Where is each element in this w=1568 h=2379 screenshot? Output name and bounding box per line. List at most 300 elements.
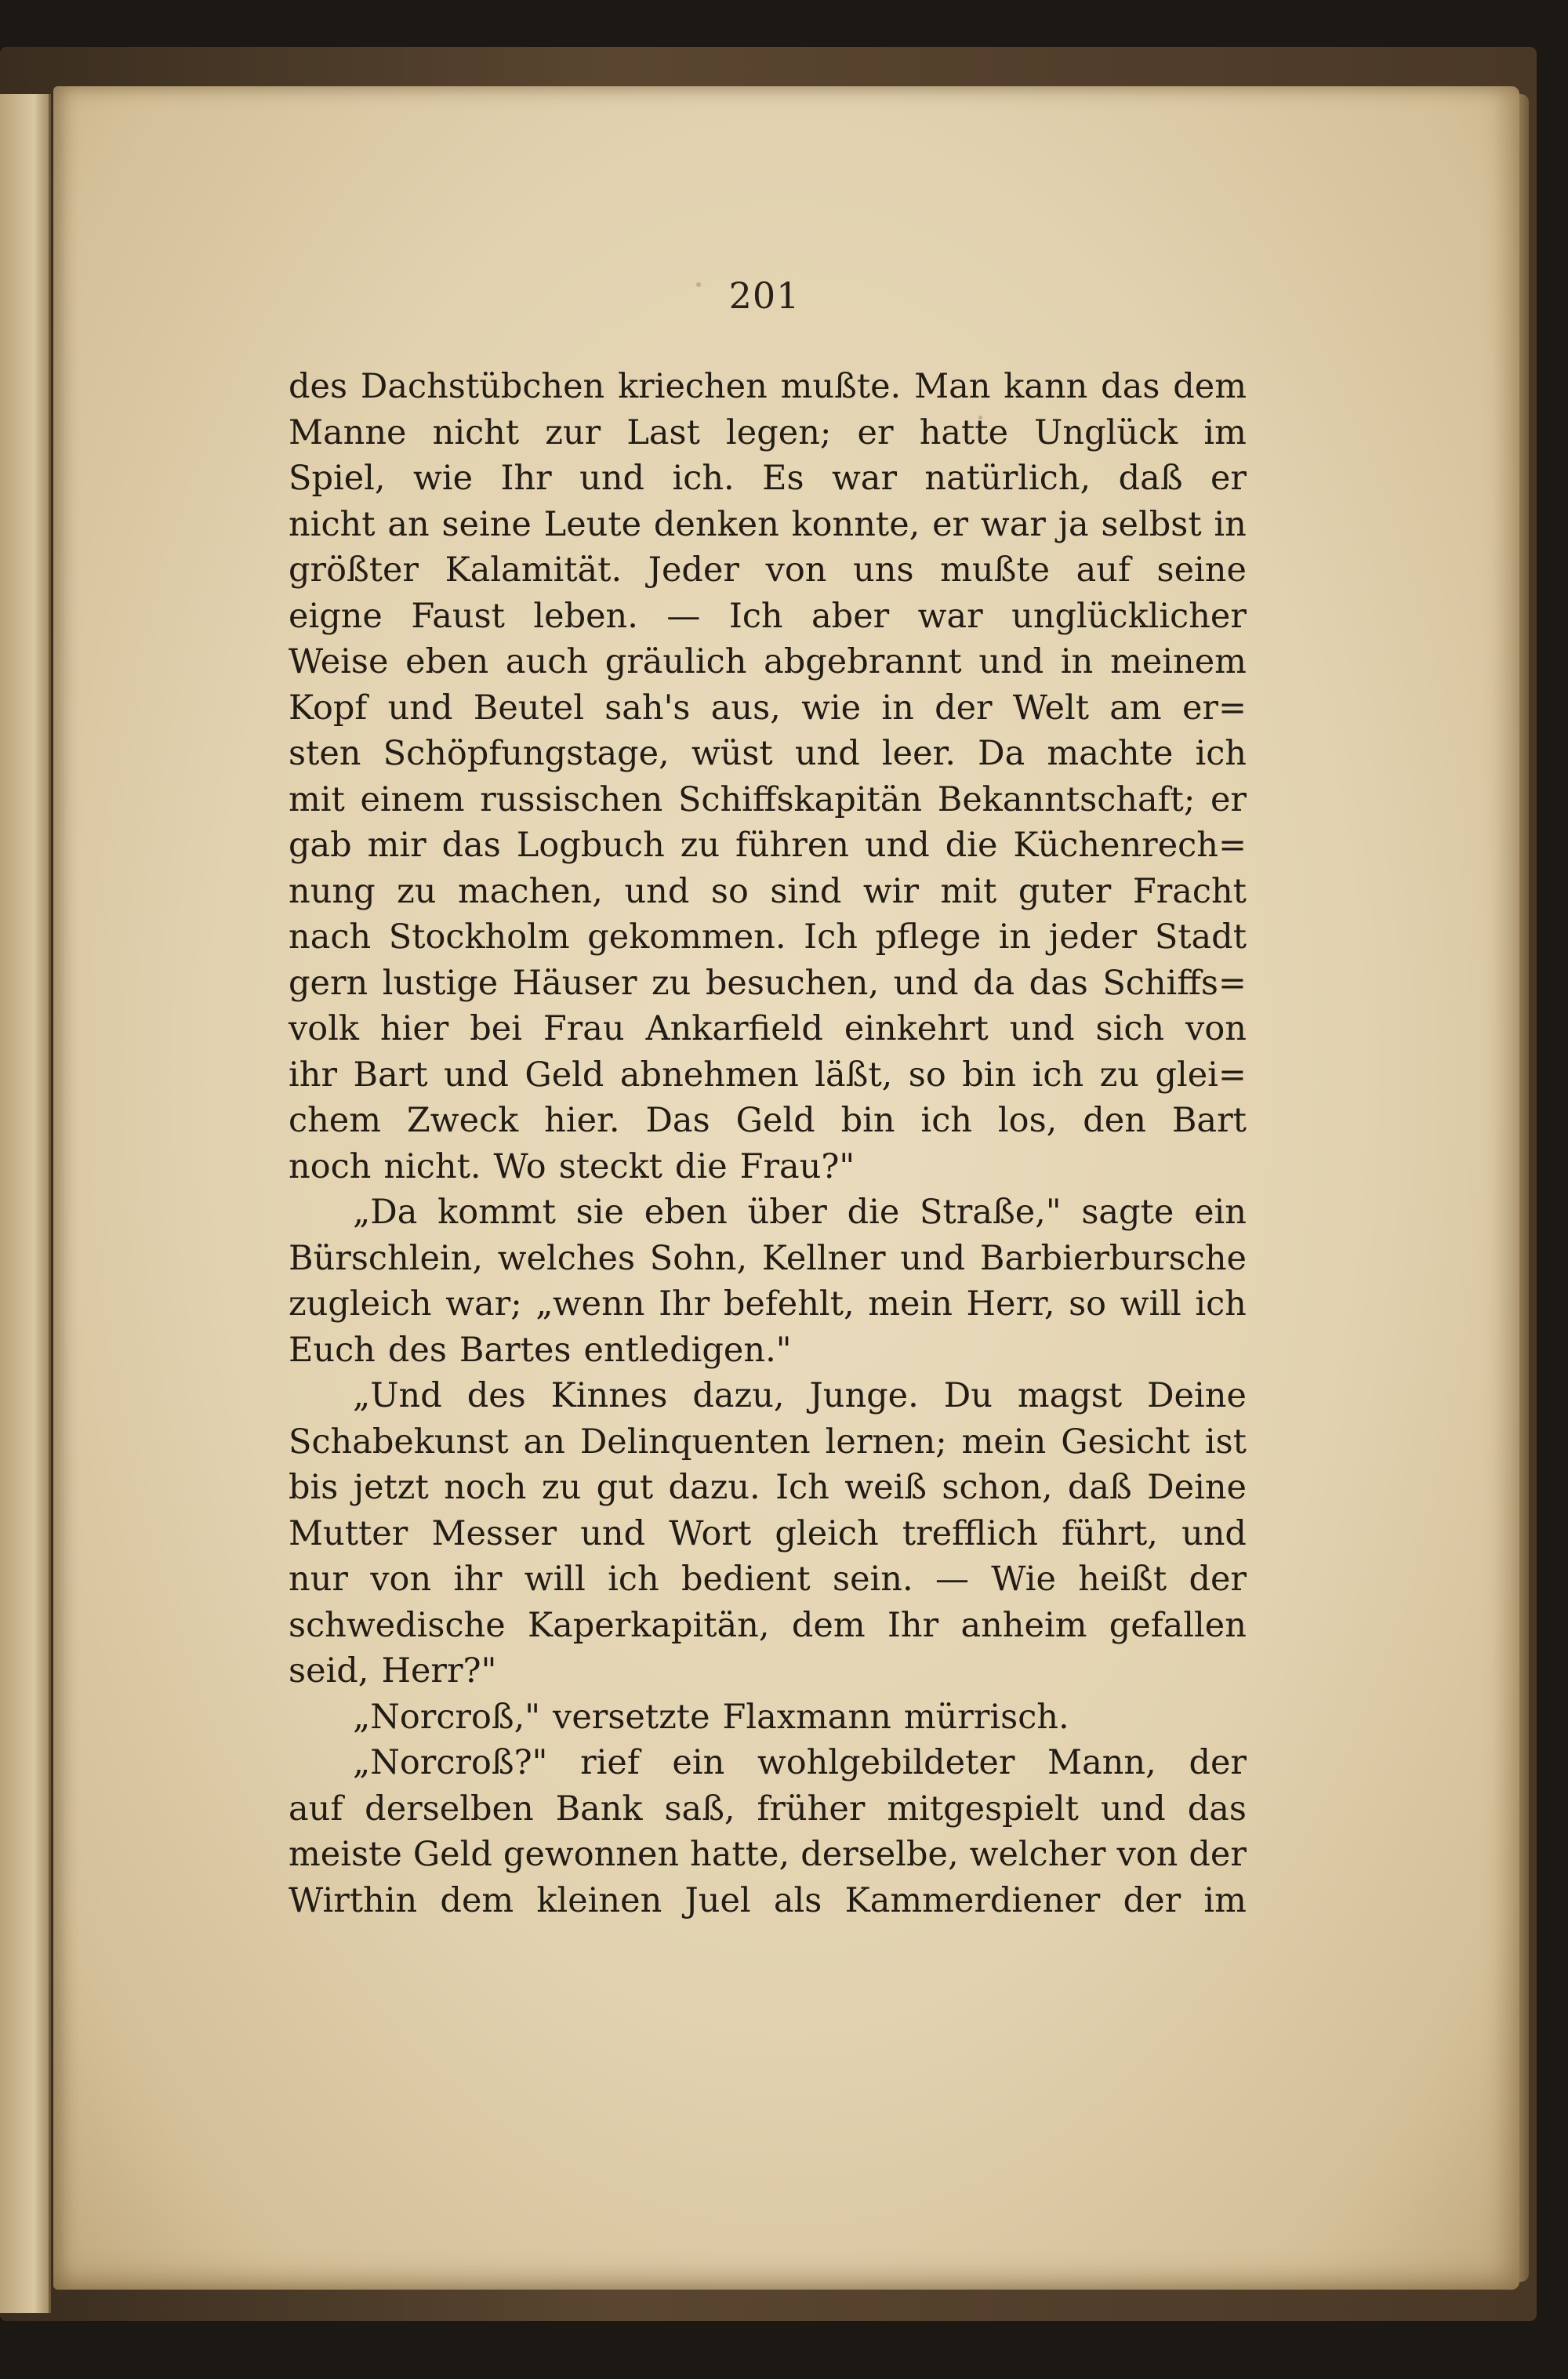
word: besuchen, — [705, 963, 880, 1003]
word: aus, — [710, 688, 781, 728]
word: nur — [289, 1560, 348, 1599]
word: leer. — [881, 734, 956, 773]
word: ich — [608, 1560, 659, 1599]
left-page-edge — [0, 94, 51, 2313]
word: Schöpfungstage, — [383, 734, 670, 773]
word: welches — [497, 1238, 636, 1278]
word: dazu, — [692, 1376, 785, 1415]
word: und — [444, 1055, 509, 1095]
word: zu — [397, 871, 437, 911]
word: von — [765, 550, 827, 590]
word: Deine — [1147, 1376, 1247, 1415]
text-line — [289, 869, 1247, 915]
text-line — [289, 731, 1247, 777]
word: sind — [770, 871, 842, 911]
word: mein — [961, 1422, 1047, 1462]
word: befehlt, — [723, 1284, 855, 1324]
word: war — [980, 504, 1046, 544]
word: und — [864, 826, 930, 865]
word: so — [710, 871, 749, 911]
word: auch — [505, 642, 589, 681]
word: Bürschlein, — [289, 1238, 484, 1278]
word: noch — [444, 1468, 527, 1507]
text-line — [289, 1281, 1247, 1328]
word: an — [523, 1422, 565, 1462]
word: auf — [1076, 550, 1131, 590]
word: Häuser — [512, 963, 637, 1003]
word: das — [1101, 367, 1160, 406]
word: und — [794, 734, 860, 773]
word: mir — [367, 826, 426, 865]
word: führt, — [1062, 1513, 1158, 1553]
word: läßt, — [815, 1055, 893, 1095]
word: und — [579, 459, 645, 498]
word: nicht. — [383, 1146, 481, 1186]
word: Geld — [735, 1101, 815, 1140]
word: ich — [1195, 1284, 1247, 1324]
word: bei — [470, 1009, 522, 1048]
word: er — [857, 412, 894, 452]
word: Last — [626, 412, 700, 452]
word: noch — [289, 1146, 372, 1186]
word: Leute — [543, 504, 642, 544]
word: meinem — [1110, 642, 1247, 681]
word: „Norcroß," — [353, 1697, 541, 1737]
word: gern — [289, 963, 368, 1003]
word: zu — [652, 963, 691, 1003]
word: mitgespielt — [887, 1789, 1079, 1829]
word: am — [1109, 688, 1162, 728]
word: nung — [289, 871, 376, 911]
body-text — [289, 364, 1247, 1923]
word: steckt — [558, 1146, 662, 1186]
word: gewonnen — [503, 1835, 680, 1874]
word: nach — [289, 917, 372, 957]
word: an — [387, 504, 430, 544]
word: ich — [1032, 1055, 1084, 1095]
word: sagte — [1081, 1193, 1174, 1232]
text-line — [289, 1373, 1247, 1419]
word: und — [1181, 1513, 1247, 1553]
word: Deine — [1147, 1468, 1247, 1507]
word: eigne — [289, 596, 383, 636]
word: wohlgebildeter — [757, 1743, 1015, 1782]
text-line — [289, 594, 1247, 640]
text-line — [289, 1786, 1247, 1832]
word: Ihr — [887, 1605, 939, 1645]
word: konnte, — [791, 504, 920, 544]
word: die — [847, 1193, 900, 1232]
word: Euch — [289, 1330, 376, 1370]
word: Kopf — [289, 688, 368, 728]
word: Ihr — [500, 459, 552, 498]
text-line — [289, 1098, 1247, 1144]
word: Spiel, — [289, 459, 386, 498]
word: Ankarfield — [645, 1009, 823, 1048]
word: wie — [801, 688, 862, 728]
word: abnehmen — [619, 1055, 799, 1095]
word: Herr, — [966, 1284, 1055, 1324]
word: zu — [1099, 1055, 1139, 1095]
text-line — [289, 1052, 1247, 1099]
text-line — [289, 1694, 1247, 1741]
word: jetzt — [353, 1468, 429, 1507]
word: kleinen — [536, 1880, 662, 1920]
word: daß — [1067, 1468, 1132, 1507]
word: nicht — [432, 412, 520, 452]
word: Beutel — [473, 688, 584, 728]
word: Juel — [684, 1880, 751, 1920]
word: Jeder — [648, 550, 739, 590]
word: saß, — [664, 1789, 735, 1829]
word: nicht — [289, 504, 376, 544]
word: des — [387, 1330, 447, 1370]
text-line — [289, 456, 1247, 502]
word: des — [466, 1376, 526, 1415]
word: gleich — [775, 1513, 879, 1553]
word: ihr — [453, 1560, 503, 1599]
word: bin — [840, 1101, 895, 1140]
word: Unglück — [1034, 412, 1178, 452]
word: auf — [289, 1789, 343, 1829]
word: Zweck — [406, 1101, 519, 1140]
word: er — [1210, 459, 1247, 498]
word: kann — [1004, 367, 1088, 406]
word: das — [1029, 963, 1088, 1003]
word: als — [773, 1880, 822, 1920]
word: Mutter — [289, 1513, 408, 1553]
word: derselbe, — [800, 1835, 959, 1874]
word: Kinnes — [550, 1376, 668, 1415]
word: in — [1060, 642, 1094, 681]
word: die — [945, 826, 998, 865]
word: kriechen — [618, 367, 768, 406]
text-line — [289, 639, 1247, 685]
word: Geld — [412, 1835, 492, 1874]
word: daß — [1118, 459, 1183, 498]
word: unglücklicher — [1011, 596, 1247, 636]
word: in — [881, 688, 914, 728]
word: und — [893, 963, 959, 1003]
word: legen; — [726, 412, 832, 452]
word: eben — [405, 642, 489, 681]
text-line — [289, 1006, 1247, 1052]
word: das — [1187, 1789, 1247, 1829]
word: natürlich, — [924, 459, 1091, 498]
word: will — [1120, 1284, 1181, 1324]
word: Barbierbursche — [979, 1238, 1247, 1278]
word: in — [1214, 504, 1247, 544]
word: Mann, — [1047, 1743, 1156, 1782]
word: Das — [645, 1101, 710, 1140]
word: ist — [1204, 1422, 1247, 1462]
word: Bartes — [459, 1330, 572, 1370]
word: gräulich — [604, 642, 747, 681]
word: machen, — [457, 871, 603, 911]
word: jeder — [1048, 917, 1138, 957]
word: Bart — [1171, 1101, 1247, 1140]
word: zugleich — [289, 1284, 432, 1324]
word: Kellner — [761, 1238, 886, 1278]
word: Du — [943, 1376, 993, 1415]
word: mit — [289, 779, 345, 819]
word: Ich — [728, 596, 783, 636]
word: Es — [762, 459, 804, 498]
word: er — [1210, 779, 1247, 819]
word: abgebrannt — [764, 642, 962, 681]
word: von — [1185, 1009, 1247, 1048]
word: glei= — [1155, 1055, 1247, 1095]
word: ihr — [289, 1055, 338, 1095]
word: dem — [1173, 367, 1247, 406]
word: Delinquenten — [579, 1422, 811, 1462]
word: guter — [1018, 871, 1112, 911]
word: Gesicht — [1061, 1422, 1190, 1462]
text-line — [289, 1144, 1247, 1190]
text-line — [289, 823, 1247, 869]
word: Schiffs= — [1102, 963, 1247, 1003]
word: selbst — [1101, 504, 1202, 544]
word: im — [1203, 1880, 1247, 1920]
word: größter — [289, 550, 419, 590]
word: und — [624, 871, 690, 911]
word: Kalamität. — [445, 550, 622, 590]
word: — — [935, 1560, 969, 1599]
word: ja — [1058, 504, 1089, 544]
word: und — [387, 688, 453, 728]
word: zur — [545, 412, 601, 452]
word: Stockholm — [388, 917, 570, 957]
word: über — [747, 1193, 827, 1232]
word: Schabekunst — [289, 1422, 509, 1462]
word: trefflich — [902, 1513, 1038, 1553]
word: los, — [997, 1101, 1058, 1140]
word: Ich — [804, 917, 858, 957]
word: sie — [575, 1193, 624, 1232]
word: Ich — [775, 1468, 829, 1507]
word: sein. — [833, 1560, 913, 1599]
word: derselben — [365, 1789, 534, 1829]
page-number: 201 — [728, 274, 800, 317]
word: ein — [672, 1743, 725, 1782]
word: ich. — [672, 459, 735, 498]
word: zu — [680, 826, 720, 865]
text-line — [289, 364, 1247, 410]
word: hier — [379, 1009, 449, 1048]
word: will — [524, 1560, 586, 1599]
word: Junge. — [809, 1376, 919, 1415]
word: von — [370, 1560, 432, 1599]
word: Ihr — [659, 1284, 710, 1324]
word: denken — [653, 504, 779, 544]
word: der — [1123, 1880, 1181, 1920]
word: Messer — [431, 1513, 557, 1553]
word: gut — [596, 1468, 654, 1507]
word: wüst — [691, 734, 773, 773]
word: und — [1009, 1009, 1075, 1048]
word: sah's — [604, 688, 691, 728]
word: und — [978, 642, 1044, 681]
word: Sohn, — [649, 1238, 748, 1278]
word: schon, — [942, 1468, 1053, 1507]
text-line — [289, 1190, 1247, 1236]
word: ich — [1195, 734, 1247, 773]
word: des — [289, 367, 348, 406]
word: sten — [289, 734, 361, 773]
word: pflege — [875, 917, 982, 957]
word: war — [832, 459, 897, 498]
word: machte — [1047, 734, 1174, 773]
word: uns — [853, 550, 914, 590]
word: bedient — [681, 1560, 811, 1599]
word: Weise — [289, 642, 389, 681]
word: seid, — [289, 1651, 369, 1691]
word: und — [1100, 1789, 1166, 1829]
word: Herr?" — [381, 1651, 497, 1691]
word: anheim — [960, 1605, 1087, 1645]
word: bis — [289, 1468, 339, 1507]
word: sich — [1095, 1009, 1165, 1048]
word: mußte. — [780, 367, 902, 406]
word: Kaperkapitän, — [527, 1605, 770, 1645]
word: die — [674, 1146, 728, 1186]
word: den — [1083, 1101, 1146, 1140]
word: entledigen." — [583, 1330, 792, 1370]
word: er= — [1181, 688, 1247, 728]
text-line — [289, 502, 1247, 548]
text-line — [289, 547, 1247, 594]
word: und — [580, 1513, 646, 1553]
word: ich — [920, 1101, 972, 1140]
word: Bekanntschaft; — [937, 779, 1196, 819]
word: welcher — [969, 1835, 1106, 1874]
word: „Und — [353, 1376, 442, 1415]
word: war — [917, 596, 983, 636]
text-line — [289, 1740, 1247, 1786]
word: Stadt — [1154, 917, 1247, 957]
word: schwedische — [289, 1605, 506, 1645]
word: Geld — [524, 1055, 604, 1095]
text-line — [289, 1603, 1247, 1649]
word: seine — [1156, 550, 1247, 590]
word: „Norcroß?" — [353, 1743, 548, 1782]
word: der — [1189, 1743, 1247, 1782]
word: „Da — [353, 1193, 418, 1232]
word: — — [666, 596, 701, 636]
word: in — [998, 917, 1032, 957]
word: chem — [289, 1101, 381, 1140]
word: dazu. — [668, 1468, 760, 1507]
text-line — [289, 1648, 1247, 1694]
word: da — [973, 963, 1015, 1003]
word: Straße," — [920, 1193, 1062, 1232]
word: Logbuch — [516, 826, 665, 865]
word: Welt — [1012, 688, 1090, 728]
word: Wirthin — [289, 1880, 418, 1920]
word: mein — [868, 1284, 953, 1324]
word: Faust — [411, 596, 505, 636]
word: führen — [735, 826, 849, 865]
word: gab — [289, 826, 352, 865]
word: Manne — [289, 412, 407, 452]
word: Da — [978, 734, 1025, 773]
word: dem — [440, 1880, 514, 1920]
word: der — [935, 688, 993, 728]
text-line — [289, 961, 1247, 1007]
word: mit — [940, 871, 997, 911]
word: im — [1203, 412, 1247, 452]
word: Flaxmann — [722, 1697, 891, 1737]
text-line — [289, 410, 1247, 456]
word: hatte — [919, 412, 1009, 452]
word: gefallen — [1109, 1605, 1247, 1645]
word: und — [900, 1238, 966, 1278]
word: lustige — [382, 963, 499, 1003]
word: gekommen. — [587, 917, 786, 957]
word: so — [1069, 1284, 1107, 1324]
text-line — [289, 914, 1247, 961]
word: „wenn — [535, 1284, 645, 1324]
word: eben — [644, 1193, 728, 1232]
word: heißt — [1078, 1560, 1167, 1599]
word: mußte — [940, 550, 1051, 590]
text-line — [289, 1878, 1247, 1924]
word: Küchenrech= — [1013, 826, 1247, 865]
word: war; — [445, 1284, 522, 1324]
word: kommt — [437, 1193, 556, 1232]
word: rief — [580, 1743, 640, 1782]
word: volk — [289, 1009, 359, 1048]
word: wir — [862, 871, 920, 911]
text-line — [289, 1832, 1247, 1878]
word: er — [932, 504, 969, 544]
word: Kammerdiener — [844, 1880, 1101, 1920]
word: meiste — [289, 1835, 402, 1874]
word: Fracht — [1132, 871, 1247, 911]
word: lernen; — [825, 1422, 947, 1462]
text-line — [289, 1328, 1247, 1374]
word: Dachstübchen — [360, 367, 605, 406]
word: von — [1116, 1835, 1178, 1874]
word: versetzte — [553, 1697, 710, 1737]
text-line — [289, 1419, 1247, 1466]
word: magst — [1017, 1376, 1123, 1415]
word: mürrisch. — [903, 1697, 1069, 1737]
word: einem — [360, 779, 465, 819]
word: russischen — [480, 779, 663, 819]
word: bin — [962, 1055, 1017, 1095]
text-line — [289, 1236, 1247, 1282]
word: Wo — [493, 1146, 546, 1186]
word: Wort — [669, 1513, 752, 1553]
word: zu — [541, 1468, 582, 1507]
text-line — [289, 1511, 1247, 1557]
word: dem — [791, 1605, 866, 1645]
word: Man — [914, 367, 991, 406]
word: ein — [1194, 1193, 1247, 1232]
text-line — [289, 1556, 1247, 1603]
word: Wie — [991, 1560, 1056, 1599]
word: weiß — [844, 1468, 927, 1507]
word: aber — [811, 596, 890, 636]
word: der — [1189, 1835, 1247, 1874]
text-line — [289, 777, 1247, 823]
word: wie — [413, 459, 474, 498]
word: Frau — [543, 1009, 625, 1048]
word: leben. — [533, 596, 638, 636]
word: das — [441, 826, 501, 865]
word: seine — [441, 504, 532, 544]
